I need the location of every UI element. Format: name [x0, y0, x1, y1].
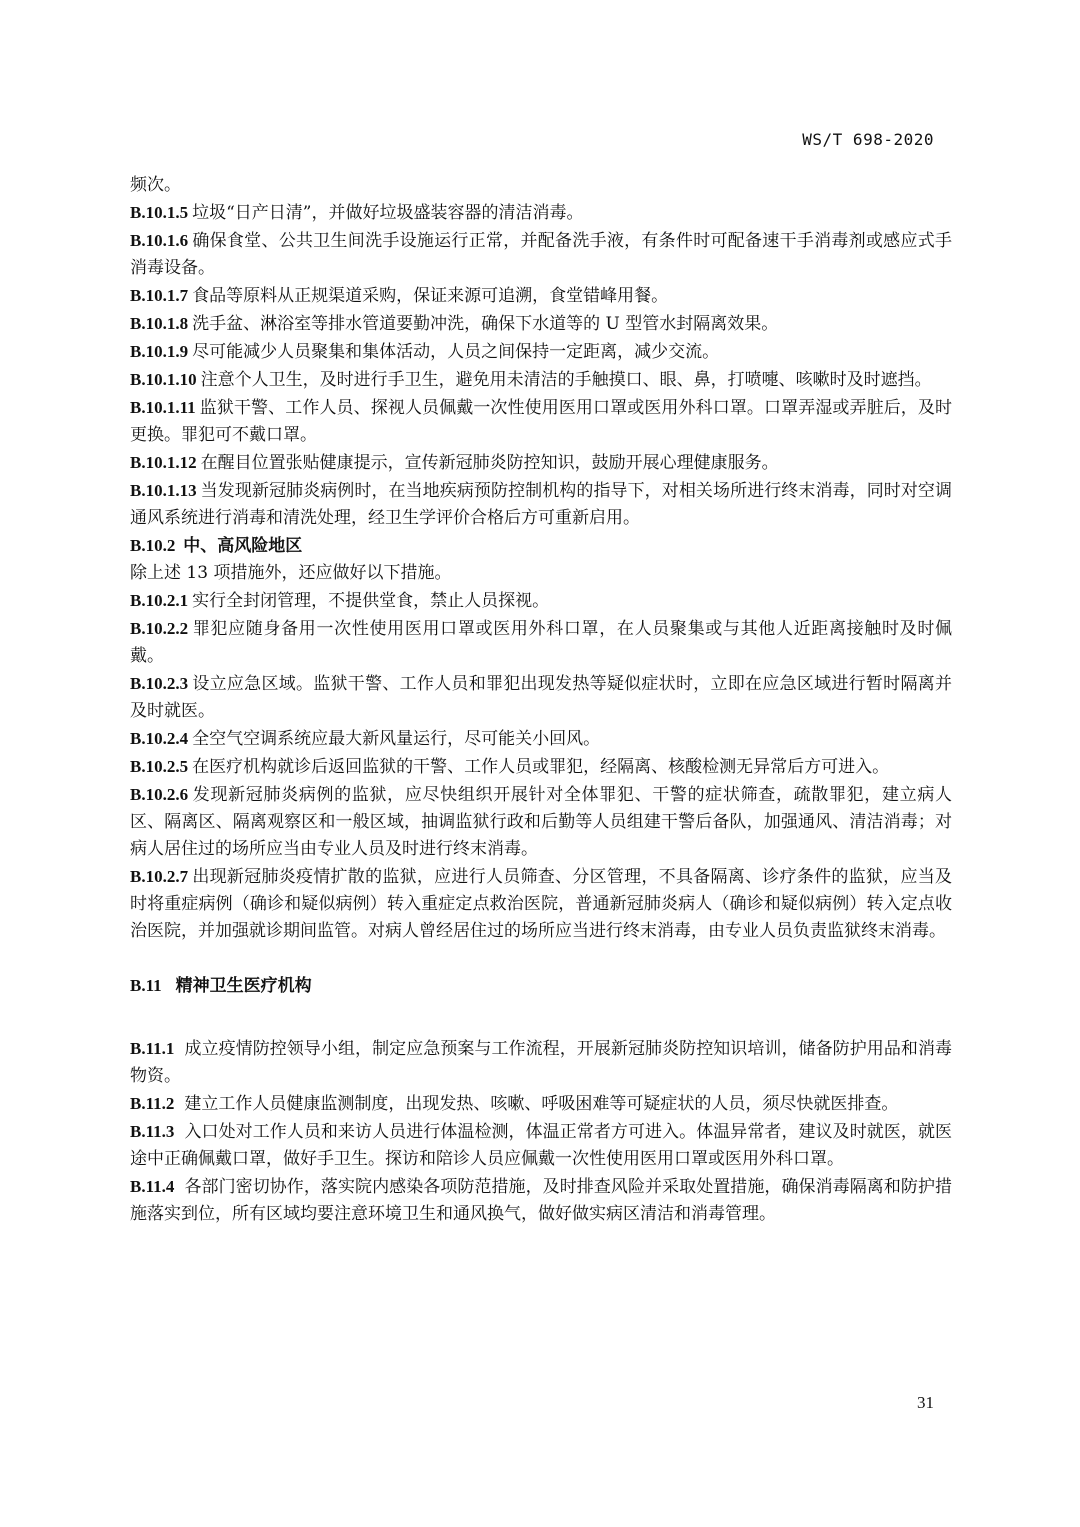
- clause-b10-2-6: [130, 781, 952, 863]
- clause-b10-2-4: [130, 725, 952, 753]
- clause-number: B.10.1.10: [130, 370, 197, 389]
- b11-list: [130, 1035, 952, 1228]
- section-intro: 除上述 13 项措施外，还应做好以下措施。: [130, 563, 452, 583]
- clause-number: B.10.2.3: [130, 674, 189, 693]
- clause-text: 在医疗机构就诊后返回监狱的干警、工作人员或罪犯，经隔离、核酸检测无异常后方可进入。: [192, 757, 890, 777]
- clause-number: B.10.1.7: [130, 286, 189, 305]
- clause-text: 实行全封闭管理，不提供堂食，禁止人员探视。: [192, 591, 550, 611]
- clause-text: 确保食堂、公共卫生间洗手设施运行正常，并配备洗手液，有条件时可配备速干手消毒剂或感应式手消毒设备。: [130, 231, 952, 278]
- section-title: 精神卫生医疗机构: [175, 976, 312, 996]
- clause-number: B.10.1.12: [130, 453, 197, 472]
- clause-b11-4: [130, 1173, 952, 1228]
- clause-text: 注意个人卫生，及时进行手卫生，避免用未清洁的手触摸口、眼、鼻，打喷嚏、咳嗽时及时遮挡。: [200, 370, 932, 390]
- clause-text: 成立疫情防控领导小组，制定应急预案与工作流程，开展新冠肺炎防控知识培训，储备防护用品和消毒物资。: [130, 1039, 952, 1086]
- clause-text: 出现新冠肺炎疫情扩散的监狱，应进行人员筛查、分区管理，不具备隔离、诊疗条件的监狱，应当及时将重症病例（确诊和疑似病例）转入重症定点救治医院，普通新冠肺炎病人（确诊和疑似病例）转入定点收治医院，并加强就诊期间监管。对病人曾经居住过的场所应当进行终末消毒，由专业人员负责监狱终末消毒。: [130, 867, 952, 941]
- clause-number: B.10.2.4: [130, 729, 189, 748]
- document-body: [130, 172, 952, 1228]
- page-number: 31: [917, 1393, 934, 1412]
- clause-number: B.10.2.6: [130, 785, 189, 804]
- section-number: B.10.2: [130, 536, 176, 555]
- clause-number: B.10.1.13: [130, 481, 197, 500]
- clause-b10-1-8: [130, 310, 952, 338]
- clause-b10-1-6: [130, 227, 952, 282]
- clause-text: 全空气空调系统应最大新风量运行，尽可能关小回风。: [192, 729, 601, 749]
- section-heading-b11: [130, 972, 952, 1000]
- clause-text: 在醒目位置张贴健康提示，宣传新冠肺炎防控知识，鼓励开展心理健康服务。: [200, 453, 779, 473]
- clause-number: B.10.1.8: [130, 314, 189, 333]
- clause-text: 各部门密切协作，落实院内感染各项防范措施，及时排查风险并采取处置措施，确保消毒隔离和防护措施落实到位，所有区域均要注意环境卫生和通风换气，做好做实病区清洁和消毒管理。: [130, 1177, 952, 1224]
- clause-b10-1-13: [130, 477, 952, 532]
- clause-text: 监狱干警、工作人员、探视人员佩戴一次性使用医用口罩或医用外科口罩。口罩弄湿或弄脏后，及时更换。罪犯可不戴口罩。: [130, 398, 952, 445]
- clause-number: B.11.4: [130, 1177, 175, 1196]
- clause-number: B.11.2: [130, 1094, 175, 1113]
- clause-b10-1-9: [130, 338, 952, 366]
- clause-text: 罪犯应随身备用一次性使用医用口罩或医用外科口罩，在人员聚集或与其他人近距离接触时及时佩戴。: [130, 619, 952, 666]
- clause-text: 洗手盆、淋浴室等排水管道要勤冲洗，确保下水道等的 U 型管水封隔离效果。: [192, 314, 779, 334]
- clause-number: B.10.2.7: [130, 867, 189, 886]
- clause-b10-2-2: [130, 615, 952, 670]
- section-number: B.11: [130, 976, 162, 995]
- clause-number: B.10.2.2: [130, 619, 189, 638]
- clause-b10-1-7: [130, 282, 952, 310]
- b10-2-list: [130, 587, 952, 945]
- clause-b10-1-12: [130, 449, 952, 477]
- clause-number: B.11.1: [130, 1039, 175, 1058]
- clause-text: 当发现新冠肺炎病例时，在当地疾病预防控制机构的指导下，对相关场所进行终末消毒，同时对空调通风系统进行消毒和清洗处理，经卫生学评价合格后方可重新启用。: [130, 481, 952, 528]
- clause-number: B.10.1.9: [130, 342, 189, 361]
- clause-text: 设立应急区域。监狱干警、工作人员和罪犯出现发热等疑似症状时，立即在应急区域进行暂时隔离并及时就医。: [130, 674, 952, 721]
- clause-b10-2-3: [130, 670, 952, 725]
- clause-text: 入口处对工作人员和来访人员进行体温检测，体温正常者方可进入。体温异常者，建议及时就医，就医途中正确佩戴口罩，做好手卫生。探访和陪诊人员应佩戴一次性使用医用口罩或医用外科口罩。: [130, 1122, 952, 1169]
- clause-number: B.10.2.1: [130, 591, 189, 610]
- clause-b10-2-7: [130, 863, 952, 945]
- clause-text: 发现新冠肺炎病例的监狱，应尽快组织开展针对全体罪犯、干警的症状筛查，疏散罪犯，建立病人区、隔离区、隔离观察区和一般区域，抽调监狱行政和后勤等人员组建干警后备队，加强通风、清洁消毒；对病人居住过的场所应当由专业人员及时进行终末消毒。: [130, 785, 952, 859]
- clause-b11-3: [130, 1118, 952, 1173]
- clause-number: B.10.1.11: [130, 398, 196, 417]
- clause-number: B.10.2.5: [130, 757, 189, 776]
- clause-b10-2-5: [130, 753, 952, 781]
- clause-number: B.11.3: [130, 1122, 175, 1141]
- section-heading-b10-2: [130, 532, 952, 560]
- section-title: 中、高风险地区: [183, 536, 303, 556]
- clause-text: 食品等原料从正规渠道采购，保证来源可追溯，食堂错峰用餐。: [192, 286, 669, 306]
- clause-b11-2: [130, 1090, 952, 1118]
- clause-b11-1: [130, 1035, 952, 1090]
- clause-text: 垃圾“日产日清”，并做好垃圾盛装容器的清洁消毒。: [192, 203, 584, 223]
- b10-1-list: [130, 199, 952, 532]
- clause-number: B.10.1.6: [130, 231, 189, 250]
- standard-code: WS/T 698-2020: [802, 130, 934, 149]
- clause-b10-1-10: [130, 366, 952, 394]
- clause-number: B.10.1.5: [130, 203, 189, 222]
- clause-text: 尽可能减少人员聚集和集体活动，人员之间保持一定距离，减少交流。: [192, 342, 720, 362]
- clause-text: 建立工作人员健康监测制度，出现发热、咳嗽、呼吸困难等可疑症状的人员，须尽快就医排查。: [184, 1094, 899, 1114]
- clause-b10-2-1: [130, 587, 952, 615]
- intro-fragment: 频次。: [130, 175, 181, 195]
- clause-b10-1-11: [130, 394, 952, 449]
- clause-b10-1-5: [130, 199, 952, 227]
